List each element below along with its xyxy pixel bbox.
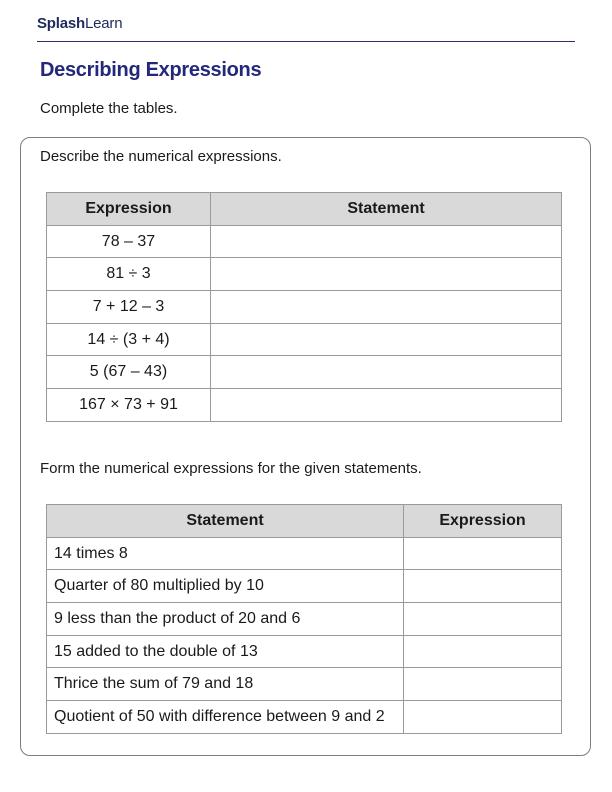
form-expressions-table	[46, 504, 562, 734]
table-header-row	[47, 193, 562, 226]
table-row	[47, 258, 562, 291]
expression-answer-cell[interactable]	[404, 701, 562, 734]
statement-cell: Thrice the sum of 79 and 18	[47, 668, 404, 701]
expression-answer-cell[interactable]	[404, 570, 562, 603]
table-row	[47, 356, 562, 389]
statement-answer-cell[interactable]	[211, 389, 562, 422]
statement-cell: Quotient of 50 with difference between 9 and 2	[47, 701, 404, 734]
statement-answer-cell[interactable]	[211, 225, 562, 258]
expression-cell: 78 – 37	[47, 225, 211, 258]
section2-label: Form the numerical expressions for the given statements.	[40, 460, 422, 477]
expression-cell: 81 ÷ 3	[47, 258, 211, 291]
header-expression: Expression	[47, 193, 211, 226]
splashlearn-logo	[37, 15, 122, 32]
table-row	[47, 291, 562, 324]
table-row	[47, 389, 562, 422]
describe-expressions-table	[46, 192, 562, 422]
table-row	[47, 323, 562, 356]
statement-cell: 15 added to the double of 13	[47, 635, 404, 668]
table-row	[47, 635, 562, 668]
logo-splash: Splash	[37, 15, 85, 32]
instructions: Complete the tables.	[40, 100, 178, 117]
page-title: Describing Expressions	[40, 59, 262, 81]
table-header-row	[47, 505, 562, 538]
statement-cell: 14 times 8	[47, 537, 404, 570]
table-row	[47, 668, 562, 701]
expression-answer-cell[interactable]	[404, 668, 562, 701]
expression-answer-cell[interactable]	[404, 603, 562, 636]
header-statement: Statement	[211, 193, 562, 226]
statement-cell: Quarter of 80 multiplied by 10	[47, 570, 404, 603]
statement-answer-cell[interactable]	[211, 323, 562, 356]
header-statement: Statement	[47, 505, 404, 538]
statement-answer-cell[interactable]	[211, 356, 562, 389]
expression-cell: 7 + 12 – 3	[47, 291, 211, 324]
statement-answer-cell[interactable]	[211, 291, 562, 324]
logo-learn: Learn	[84, 15, 123, 32]
statement-cell: 9 less than the product of 20 and 6	[47, 603, 404, 636]
expression-cell: 5 (67 – 43)	[47, 356, 211, 389]
statement-answer-cell[interactable]	[211, 258, 562, 291]
header-divider	[37, 41, 575, 42]
header-expression: Expression	[404, 505, 562, 538]
expression-answer-cell[interactable]	[404, 537, 562, 570]
table-row	[47, 225, 562, 258]
expression-cell: 167 × 73 + 91	[47, 389, 211, 422]
expression-cell: 14 ÷ (3 + 4)	[47, 323, 211, 356]
table-row	[47, 570, 562, 603]
table-row	[47, 701, 562, 734]
expression-answer-cell[interactable]	[404, 635, 562, 668]
table-row	[47, 603, 562, 636]
section1-label: Describe the numerical expressions.	[40, 148, 282, 165]
table-row	[47, 537, 562, 570]
